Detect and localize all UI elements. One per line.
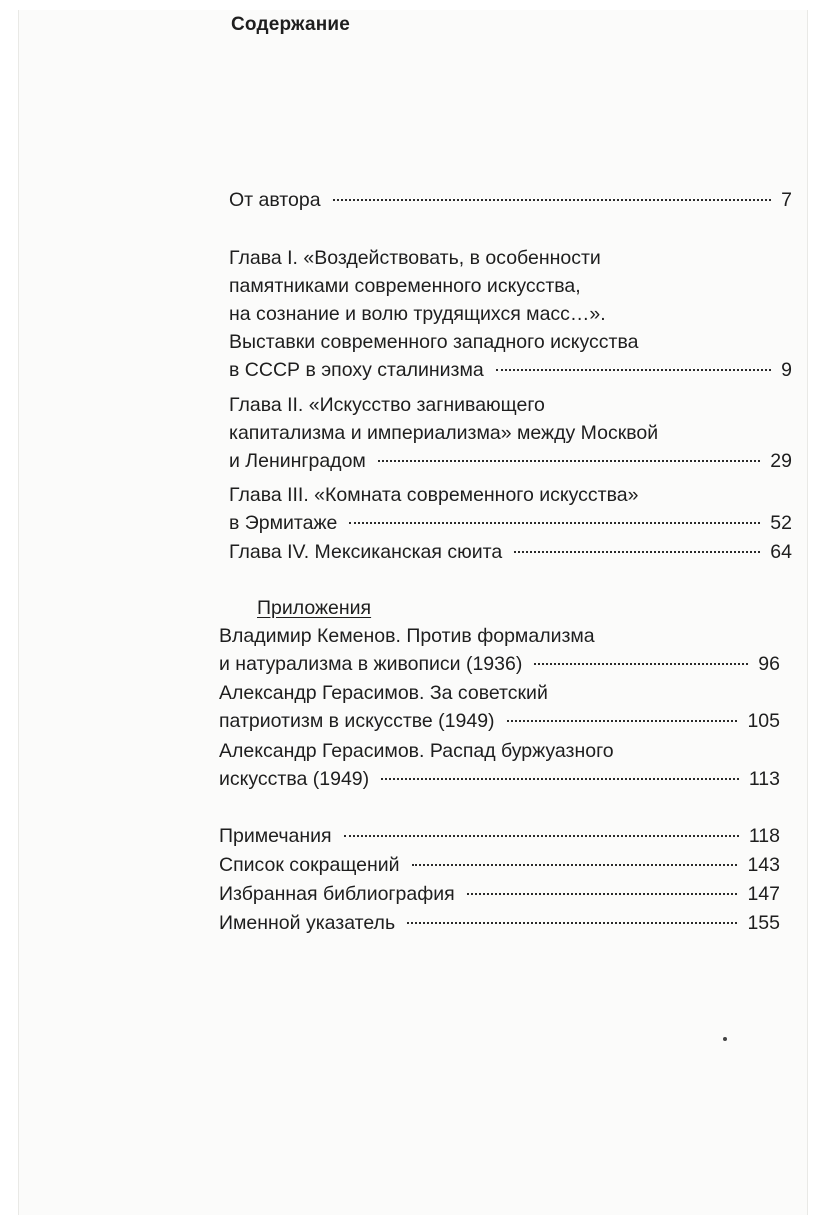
toc-entry-title-line: и натурализма в живописи (1936) — [219, 653, 523, 675]
dot-leader — [467, 893, 738, 895]
page-number: 113 — [748, 768, 780, 790]
dot-leader — [514, 551, 760, 553]
toc-entry[interactable] — [219, 822, 780, 850]
dot-leader — [496, 369, 771, 371]
page-number: 147 — [747, 883, 780, 905]
toc-entry-title-line: Именной указатель — [219, 912, 396, 934]
page-number: 96 — [758, 653, 780, 675]
toc-entry[interactable] — [219, 909, 780, 937]
toc-entry-title-line: От автора — [229, 189, 321, 211]
dot-leader — [333, 199, 772, 201]
page-number: 155 — [747, 912, 780, 934]
toc-entry-title-line: Избранная библиография — [219, 883, 455, 905]
page-number: 64 — [770, 541, 792, 563]
page-number: 118 — [748, 825, 780, 847]
dot-leader — [412, 864, 738, 866]
toc-entry[interactable] — [219, 622, 780, 678]
page-number: 29 — [770, 450, 792, 472]
dot-leader — [349, 522, 760, 524]
page-number: 52 — [770, 512, 792, 534]
toc-entry[interactable] — [229, 481, 792, 537]
toc-entry-title-line: Владимир Кеменов. Против формализма — [219, 625, 595, 647]
toc-entry-title-line: Глава IV. Мексиканская сюита — [229, 541, 503, 563]
page-title: Содержание — [231, 14, 351, 35]
dot-leader — [507, 720, 738, 722]
toc-entry[interactable] — [229, 391, 792, 475]
page-number: 143 — [747, 854, 780, 876]
toc-entry[interactable] — [229, 538, 792, 566]
toc-entry-title-line: Глава III. «Комната современного искусства» — [229, 484, 639, 506]
toc-entry-title-line: Выставки современного западного искусства — [229, 331, 639, 353]
toc-entry[interactable] — [219, 851, 780, 879]
toc-entry-title-line: Список сокращений — [219, 854, 400, 876]
toc-entry-title-line: на сознание и волю трудящихся масс…». — [229, 303, 606, 325]
toc-entry[interactable] — [219, 679, 780, 735]
page-number: 7 — [781, 189, 792, 211]
page-number: 9 — [781, 359, 792, 381]
toc-entry-title-line: Александр Герасимов. За советский — [219, 682, 548, 704]
toc-entry[interactable] — [219, 737, 780, 793]
dot-leader — [534, 663, 748, 665]
dot-leader — [344, 835, 739, 837]
toc-entry[interactable] — [229, 244, 792, 384]
toc-entry-title-line: Александр Герасимов. Распад буржуазного — [219, 740, 614, 762]
toc-entry[interactable] — [219, 880, 780, 908]
toc-entry-title-line: капитализма и империализма» между Москвой — [229, 422, 659, 444]
page-number: 105 — [747, 710, 780, 732]
toc-entry-title-line: в Эрмитаже — [229, 512, 338, 534]
toc-entry-title-line: в СССР в эпоху сталинизма — [229, 359, 484, 381]
toc-entry-title-line: патриотизм в искусстве (1949) — [219, 710, 495, 732]
toc-entry[interactable] — [229, 186, 792, 214]
toc-entry-title-line: Глава I. «Воздействовать, в особенности — [229, 247, 601, 269]
toc-entry-title-line: памятниками современного искусства, — [229, 275, 581, 297]
dot-leader — [378, 460, 760, 462]
toc-entry-title-line: Глава II. «Искусство загнивающего — [229, 394, 545, 416]
appendix-heading: Приложения — [257, 597, 372, 619]
ink-speck — [723, 1037, 727, 1041]
toc-entry-title-line: искусства (1949) — [219, 768, 370, 790]
toc-entry-title-line: Примечания — [219, 825, 332, 847]
dot-leader — [407, 922, 737, 924]
dot-leader — [381, 778, 739, 780]
toc-entry-title-line: и Ленинградом — [229, 450, 366, 472]
